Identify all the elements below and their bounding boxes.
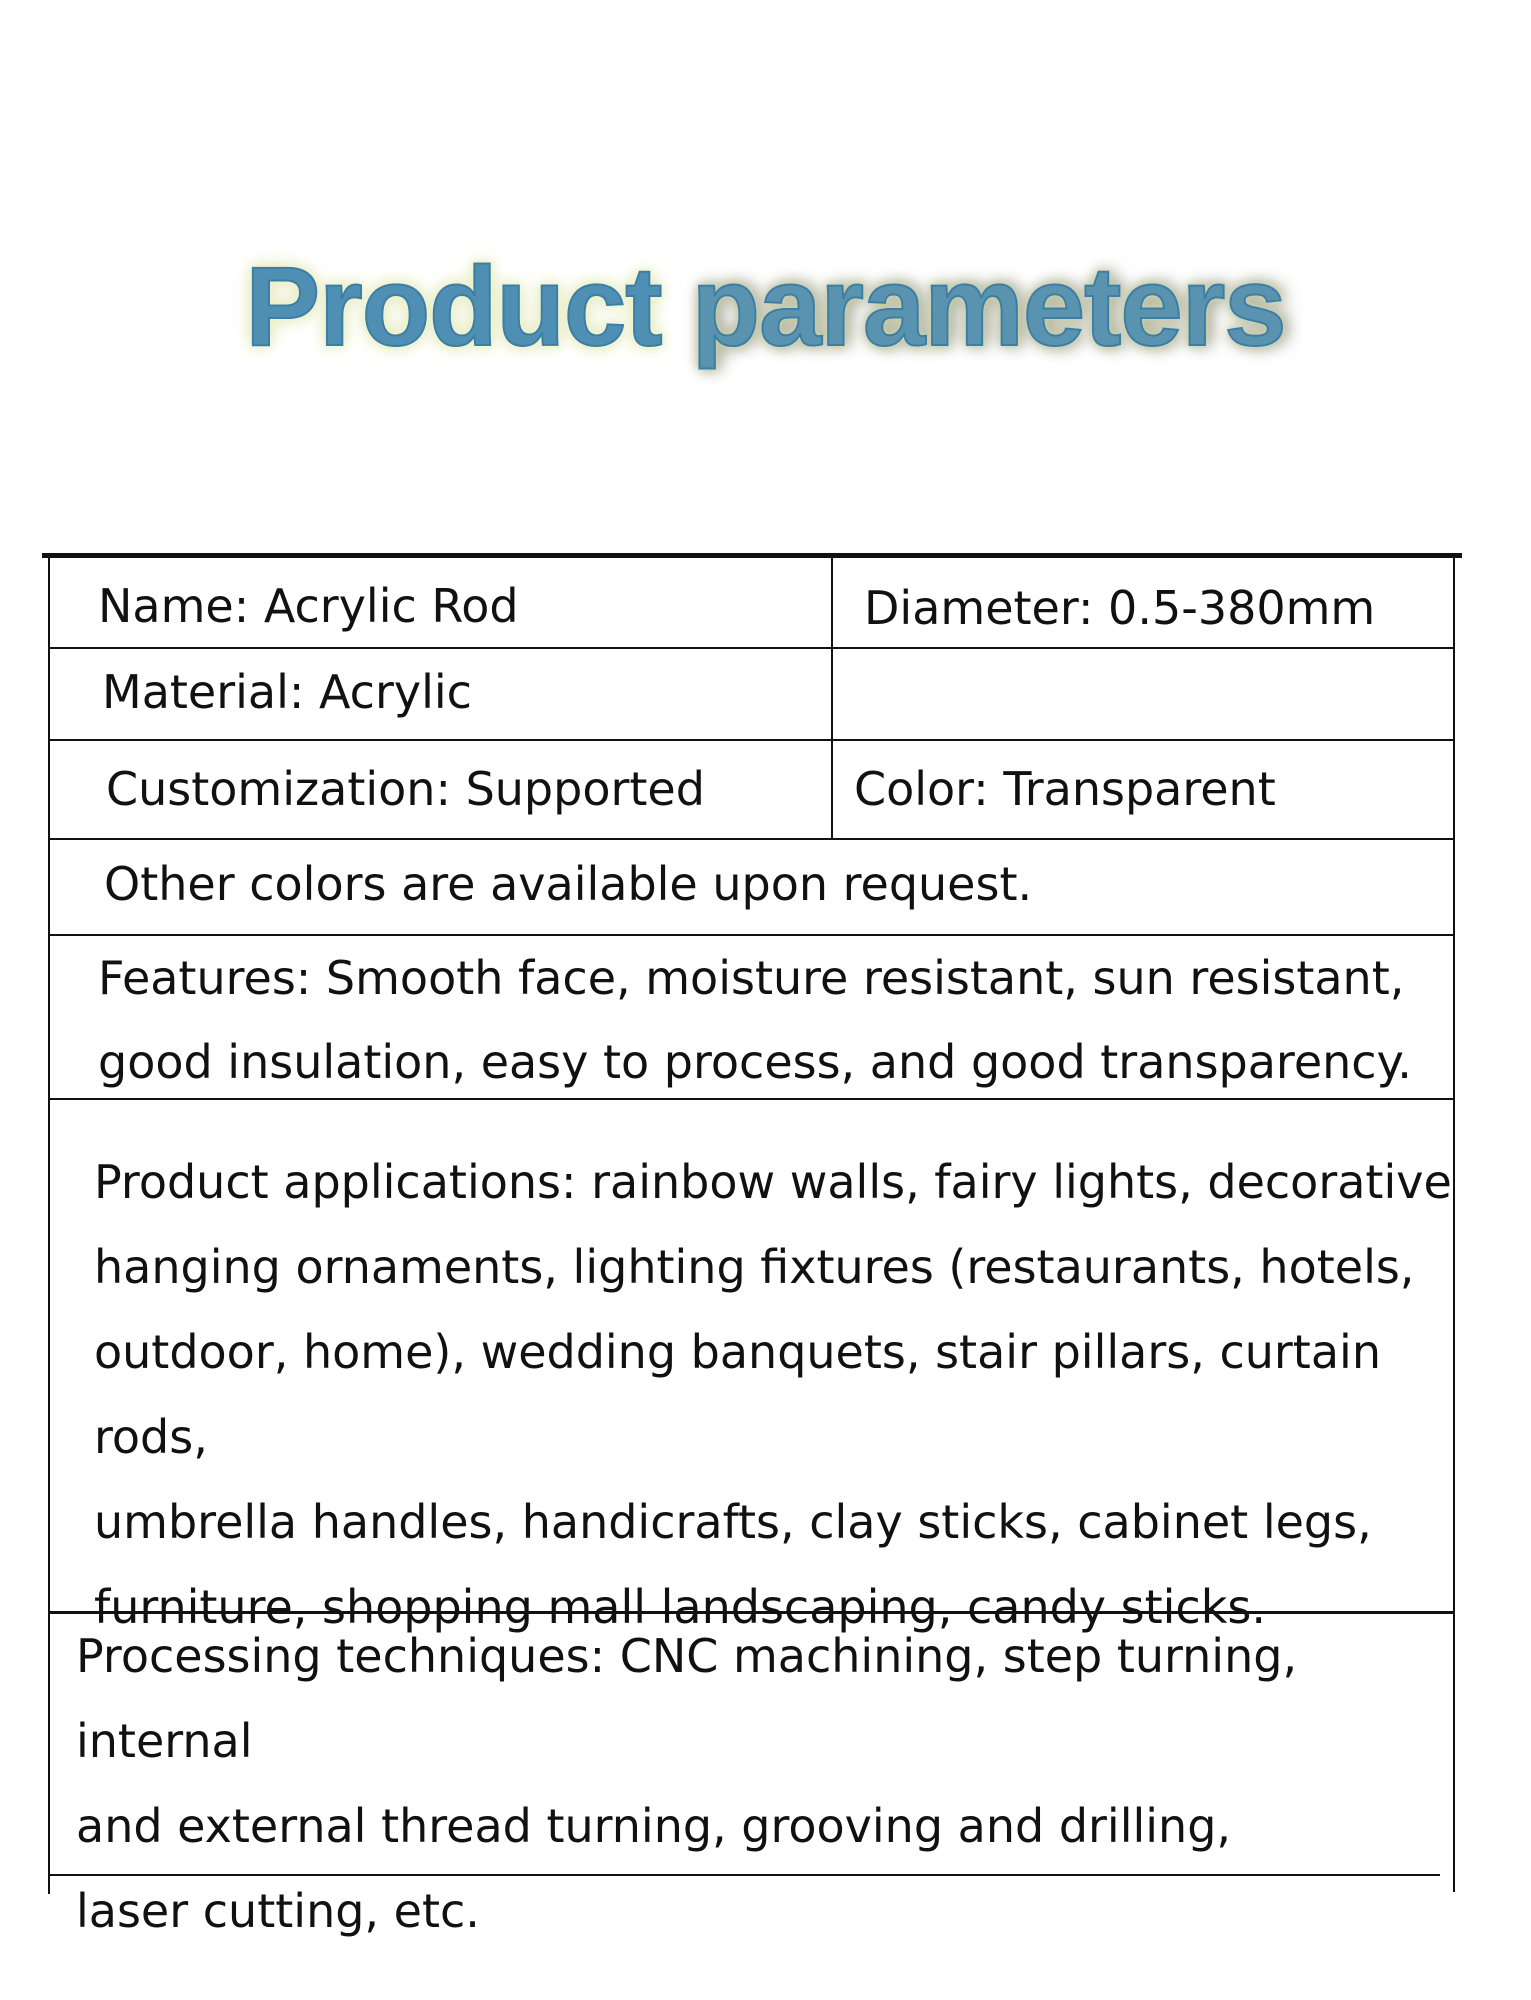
processing-line-3: laser cutting, etc. — [76, 1884, 480, 1938]
processing-right-border — [1453, 1614, 1455, 1892]
features-text — [98, 936, 1412, 1104]
processing-line-1: Processing techniques: CNC machining, step turning, internal — [76, 1629, 1298, 1768]
table-row-applications — [48, 1100, 1455, 1634]
page-title — [0, 232, 1531, 382]
table-row-other-colors — [48, 840, 1455, 936]
table-row-material — [48, 649, 1455, 741]
processing-line-2: and external thread turning, grooving and drilling, — [76, 1799, 1232, 1853]
applications-line-2: hanging ornaments, lighting fixtures (restaurants, hotels, — [94, 1240, 1415, 1294]
features-line-1: Features: Smooth face, moisture resistant, sun resistant, — [98, 951, 1405, 1005]
diameter-cell: Diameter: 0.5-380mm — [864, 581, 1376, 635]
other-colors-cell: Other colors are available upon request. — [104, 857, 1033, 911]
applications-line-4: umbrella handles, handicrafts, clay sticks, cabinet legs, — [94, 1495, 1372, 1549]
processing-bottom-border — [48, 1874, 1440, 1876]
table-row-name-diameter — [48, 558, 1455, 649]
applications-line-3: outdoor, home), wedding banquets, stair pillars, curtain rods, — [94, 1325, 1381, 1464]
name-cell: Name: Acrylic Rod — [98, 579, 519, 633]
applications-line-1: Product applications: rainbow walls, fairy lights, decorative — [94, 1155, 1452, 1209]
table-row-customization-color — [48, 741, 1455, 840]
column-divider — [831, 649, 833, 739]
features-line-2: good insulation, easy to process, and good transparency. — [98, 1035, 1412, 1089]
color-cell: Color: Transparent — [854, 762, 1276, 816]
table-row-processing — [48, 1614, 1455, 1938]
processing-left-tail — [48, 1874, 50, 1894]
applications-text — [94, 1140, 1453, 1650]
column-divider — [831, 741, 833, 838]
processing-text — [76, 1614, 1455, 1954]
material-cell: Material: Acrylic — [102, 665, 472, 719]
title-word-product: Product — [245, 244, 662, 369]
customization-cell: Customization: Supported — [106, 762, 705, 816]
applications-line-5: furniture, shopping mall landscaping, candy sticks. — [94, 1580, 1266, 1634]
table-row-features — [48, 936, 1455, 1100]
title-word-parameters: parameters — [691, 244, 1286, 369]
column-divider — [831, 558, 833, 647]
